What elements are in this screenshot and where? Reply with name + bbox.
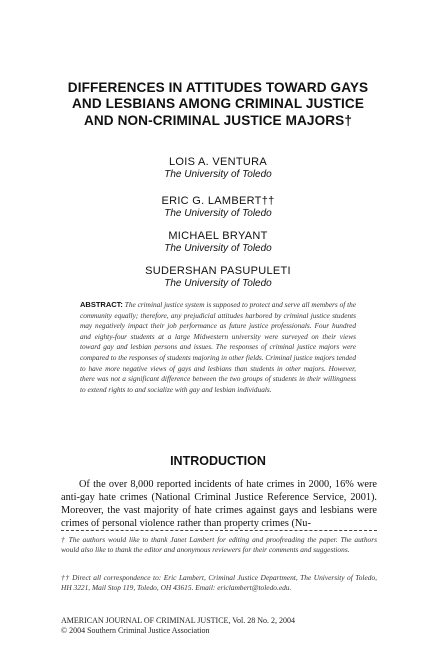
author-2 [60,195,376,220]
author-affiliation: The University of Toledo [164,169,272,180]
journal-copyright: © 2004 Southern Criminal Justice Association [61,625,210,635]
author-3 [60,230,376,255]
author-name: SUDERSHAN PASUPULETI [145,265,291,277]
author-name: LOIS A. VENTURA [168,156,268,168]
author-affiliation: The University of Toledo [164,243,272,254]
author-affiliation: The University of Toledo [164,208,272,219]
footnote-2: †† Direct all correspondence to: Eric Lambert, Criminal Justice Department, The University of Toledo, HH 3221, Mail Stop 119, Toledo, OH 43615. Email: ericlambert@toledo.edu. [61,573,377,592]
journal-info [61,616,377,635]
intro-paragraph: Of the over 8,000 reported incidents of hate crimes in 2000, 16% were anti-gay hate crimes (National Criminal Justice Reference Service, 2001). Moreover, the vast majority of hate crimes against gays and lesbians were crimes of personal violence rather than property crimes (Nu- [61,479,377,529]
section-heading: INTRODUCTION [170,454,266,468]
footnote-divider [61,530,377,531]
author-name: MICHAEL BRYANT [168,230,268,242]
body-text [61,478,377,530]
abstract-label: ABSTRACT: [80,300,123,309]
footnote-1: † The authors would like to thank Janet Lambert for editing and proofreading the paper. The authors would also like to thank the editor and anonymous reviewers for their comments and suggestions. [61,535,377,554]
author-1 [60,156,376,181]
abstract-text: The criminal justice system is supposed to protect and serve all members of the community equally; therefore, any prejudicial attitudes harbored by criminal justice students may negatively impact their job performance as future justice professionals. Four hundred and eighty-four students at a large Midwestern university were surveyed on their views toward gay and lesbian persons and issues. The responses of criminal justice majors were compared to the responses of students majoring in other fields. Criminal justice majors tended to have more negative views of gays and lesbians than students in other majors. However, there was not a significant difference between the two groups of students in their willingness to extend rights to and socialize with gay and lesbian individuals. [80,300,357,394]
paper-title: DIFFERENCES IN ATTITUDES TOWARD GAYS AND LESBIANS AMONG CRIMINAL JUSTICE AND NON-CRIMINAL JUSTICE MAJORS† [67,80,369,128]
author-name: ERIC G. LAMBERT†† [161,195,275,207]
author-4 [60,265,376,290]
journal-citation: AMERICAN JOURNAL OF CRIMINAL JUSTICE, Vol. 28 No. 2, 2004 [61,616,296,625]
author-affiliation: The University of Toledo [164,278,272,289]
abstract [80,300,356,395]
